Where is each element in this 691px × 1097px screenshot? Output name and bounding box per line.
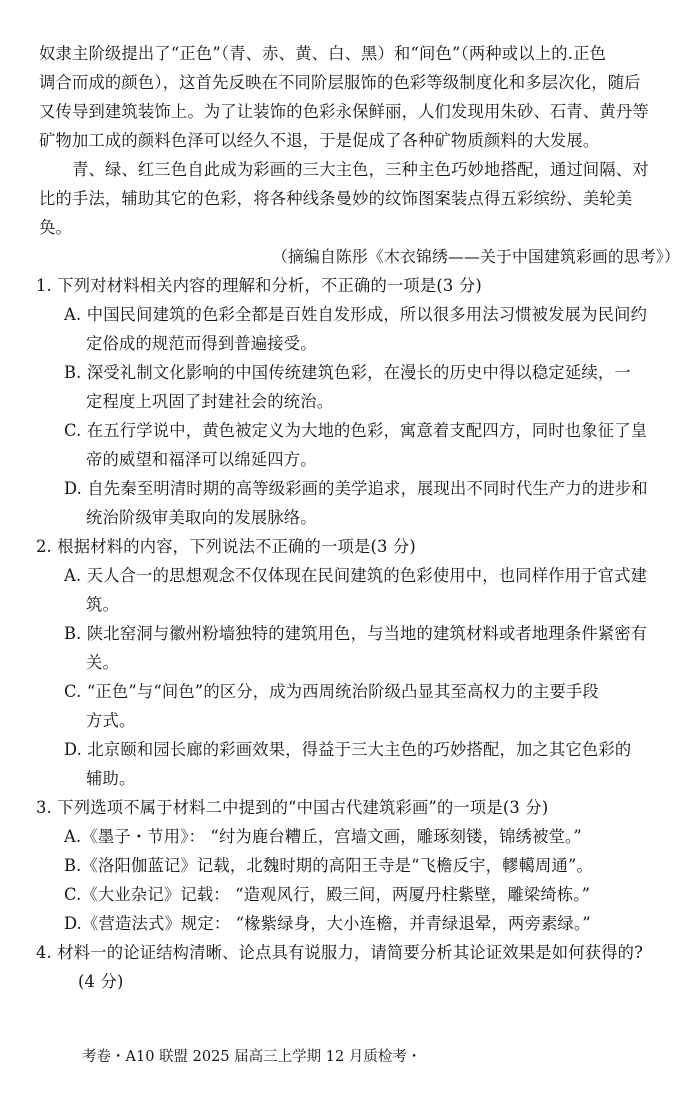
question-1-option-b: B. 深受礼制文化影响的中国传统建筑色彩，在漫长的历史中得以稳定延续，一	[64, 363, 631, 382]
question-2-stem: 2. 根据材料的内容，下列说法不正确的一项是(3 分)	[36, 537, 416, 556]
question-1-option-c: C. 在五行学说中，黄色被定义为大地的色彩，寓意着支配四方，同时也象征了皇	[64, 421, 648, 440]
question-4-score: (4 分)	[78, 972, 124, 991]
passage-line: 奴隶主阶级提出了“正色”（青、赤、黄、白、黑）和“间色”（两种或以上的.正色	[39, 44, 607, 63]
passage-line: 调合而成的颜色），这首先反映在不同阶层服饰的色彩等级制度化和多层次化，随后	[39, 73, 641, 92]
passage-line: 青、绿、红三色自此成为彩画的三大主色，三种主色巧妙地搭配，通过间隔、对	[72, 160, 649, 179]
question-2-option-c: C. “正色”与“间色”的区分，成为西周统治阶级凸显其至高权力的主要手段	[64, 682, 599, 701]
question-2-option-a: A. 天人合一的思想观念不仅体现在民间建筑的色彩使用中，也同样作用于官式建	[64, 566, 648, 585]
question-3-stem: 3. 下列选项不属于材料二中提到的“中国古代建筑彩画”的一项是(3 分)	[36, 798, 549, 817]
question-3-option-c: C.《大业杂记》记载： “造观风行，殿三间，两厦丹柱紫壁，雕梁绮栋。”	[64, 885, 591, 904]
question-2-option-b-cont: 关。	[86, 653, 119, 672]
question-4-stem: 4. 材料一的论证结构清晰、论点具有说服力，请简要分析其论证效果是如何获得的?	[36, 943, 644, 962]
question-2-option-b: B. 陕北窑洞与徽州粉墙独特的建筑用色，与当地的建筑材料或者地理条件紧密有	[64, 624, 648, 643]
question-2-option-c-cont: 方式。	[86, 711, 136, 730]
question-1-option-a: A. 中国民间建筑的色彩全都是百姓自发形成，所以很多用法习惯被发展为民间约	[64, 305, 648, 324]
passage-line: 比的手法，辅助其它的色彩，将各种线条曼妙的纹饰图案装点得五彩缤纷、美轮美	[39, 189, 633, 208]
question-1-option-d: D. 自先秦至明清时期的高等级彩画的美学追求，展现出不同时代生产力的进步和	[64, 479, 648, 498]
passage-line: 矿物加工成的颜料色泽可以经久不退，于是促成了各种矿物质颜料的大发展。	[39, 131, 600, 150]
passage-line: 又传导到建筑装饰上。为了让装饰的色彩永保鲜丽，人们发现用朱砂、石青、黄丹等	[39, 102, 649, 121]
question-3-option-d: D.《营造法式》规定： “椽紫绿身，大小连檐，并青绿退晕，两旁素绿。”	[64, 914, 591, 933]
question-1-option-a-cont: 定俗成的规范而得到普遍接受。	[86, 334, 317, 353]
question-1-option-b-cont: 定程度上巩固了封建社会的统治。	[86, 392, 334, 411]
page-footer: 考卷・A10 联盟 2025 届高三上学期 12 月质检考・	[82, 1049, 422, 1065]
question-2-option-d: D. 北京颐和园长廊的彩画效果，得益于三大主色的巧妙搭配，加之其它色彩的	[64, 740, 632, 759]
question-1-option-c-cont: 帝的威望和福泽可以绵延四方。	[86, 450, 317, 469]
passage-source: （摘编自陈彤《木衣锦绣——关于中国建筑彩画的思考》）	[272, 247, 681, 266]
question-2-option-a-cont: 筑。	[86, 595, 119, 614]
question-2-option-d-cont: 辅助。	[86, 769, 136, 788]
question-1-stem: 1. 下列对材料相关内容的理解和分析，不正确的一项是(3 分)	[36, 276, 482, 295]
question-1-option-d-cont: 统治阶级审美取向的发展脉络。	[86, 508, 317, 527]
question-3-option-b: B.《洛阳伽蓝记》记载，北魏时期的高阳王寺是“飞檐反宇，轇轕周通”。	[64, 856, 594, 875]
question-3-option-a: A.《墨子・节用》： “纣为鹿台糟丘，宫墙文画，雕琢刻镂，锦绣被堂。”	[64, 827, 582, 846]
passage-line: 奂。	[39, 218, 72, 237]
